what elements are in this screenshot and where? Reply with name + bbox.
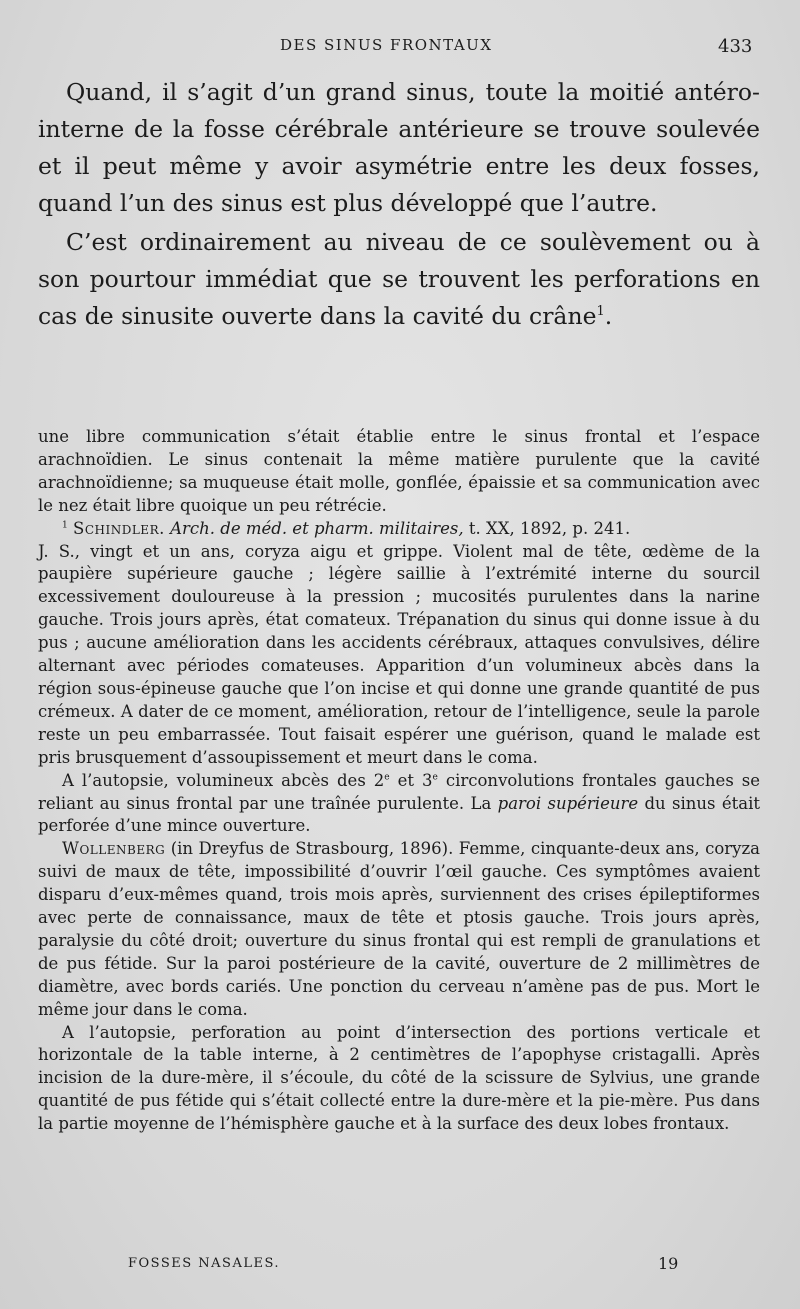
autopsy-1-part-a: A l’autopsie, volumineux abcès des 2 <box>62 770 385 790</box>
main-paragraph-1: Quand, il s’agit d’un grand sinus, toute la moitié antéro-interne de la fosse cérébrale antérieure se trouve soulevée et il peut même y avoir asymétrie entre les deux fosses, quand l’un des sinus est plus développé que l’autre. <box>38 78 760 217</box>
running-head <box>0 36 800 58</box>
footnote-citation <box>38 518 760 541</box>
signature-number: 19 <box>658 1254 679 1273</box>
main-text <box>38 74 760 335</box>
signature-label: FOSSES NASALES. <box>128 1256 281 1271</box>
page-footer <box>0 1254 800 1278</box>
autopsy-report-2: A l’autopsie, perforation au point d’intersection des portions verticale et horizontale de la table interne, à 2 centimètres de l’apophyse cristagalli. Après incision de la dure-mère, il s’écoule, du côté de la scissure de Sylvius, une grande quantité de pus fétide qui s’était collecté entre la dure-mère et la pie-mère. Pus dans la partie moyenne de l’hémisphère gauche et à la surface des deux lobes frontaux. <box>38 1022 760 1134</box>
footnote-journal: Arch. de méd. et pharm. militaires, <box>170 518 464 538</box>
autopsy-1-italic: paroi supérieure <box>497 793 639 813</box>
footnote-reference: 1 <box>596 304 605 320</box>
autopsy-1-part-c: circonvolutions frontales gauches se reliant au sinus frontal par une traînée purulente. La <box>38 770 760 813</box>
case-report-1: J. S., vingt et un ans, coryza aigu et grippe. Violent mal de tête, œdème de la paupière supérieure gauche ; légère saillie à l’extrémité interne du sourcil excessivement douloureuse à la pression ; mucosités purulentes dans la narine gauche. Trois jours après, état comateux. Trépanation du sinus qui donne issue à du pus ; aucune amélioration dans les accidents cérébraux, attaques convulsives, délire alternant avec périodes comateuses. Apparition d’un volumineux abcès dans la région sous-épineuse gauche que l’on incise et qui donne une grande quantité de pus crémeux. A dater de ce moment, amélioration, retour de l’intelligence, seule la parole reste un peu embarrassée. Tout faisait espérer une guérison, quand le malade est pris brusquement d’assoupissement et meurt dans le coma. <box>38 541 760 767</box>
footnote-number: 1 <box>62 520 68 531</box>
page-number: 433 <box>718 36 753 57</box>
footnote-author: Schindler. <box>73 518 165 538</box>
main-paragraph-2-end: . <box>604 302 613 330</box>
autopsy-report-1 <box>38 770 760 839</box>
case-report-2 <box>38 838 760 1021</box>
autopsy-1-part-b: et 3 <box>389 770 433 790</box>
footnote-reference-detail: t. XX, 1892, p. 241. <box>463 518 631 538</box>
ordinal-suffix: e <box>432 772 438 783</box>
autopsy-1-part-d: du sinus était perforée d’une mince ouverture. <box>38 793 760 836</box>
case-2-author: Wollenberg <box>62 839 166 859</box>
case-2-text: (in Dreyfus de Strasbourg, 1896). Femme, cinquante-deux ans, coryza suivi de maux de tête, impossibilité d’ouvrir l’œil gauche. Ces symptômes avaient disparu d’eux-mêmes quand, trois mois après, surviennent des crises épileptiformes avec perte de connaissance, maux de tête et ptosis gauche. Trois jours après, paralysie du côté droit; ouverture du sinus frontal qui est rempli de granulations et de pus fétide. Sur la paroi postérieure de la cavité, ouverture de 2 millimètres de diamètre, avec bords cariés. Une ponction du cerveau n’amène pas de pus. Mort le même jour dans le coma. <box>38 839 760 1019</box>
ordinal-suffix: e <box>384 772 390 783</box>
main-paragraph-2-text: C’est ordinairement au niveau de ce soulèvement ou à son pourtour immédiat que se trouvent les perforations en cas de sinusite ouverte dans la cavité du crâne <box>38 228 760 330</box>
notes-section <box>38 426 760 1136</box>
running-title: DES SINUS FRONTAUX <box>280 36 493 54</box>
note-continuation: une libre communication s’était établie entre le sinus frontal et l’espace arachnoïdien. Le sinus contenait la même matière purulente que la cavité arachnoïdienne; sa muqueuse était molle, gonflée, épaissie et sa communication avec le nez était libre quoique un peu rétrécie. <box>38 427 760 515</box>
main-paragraph-2 <box>38 224 760 335</box>
